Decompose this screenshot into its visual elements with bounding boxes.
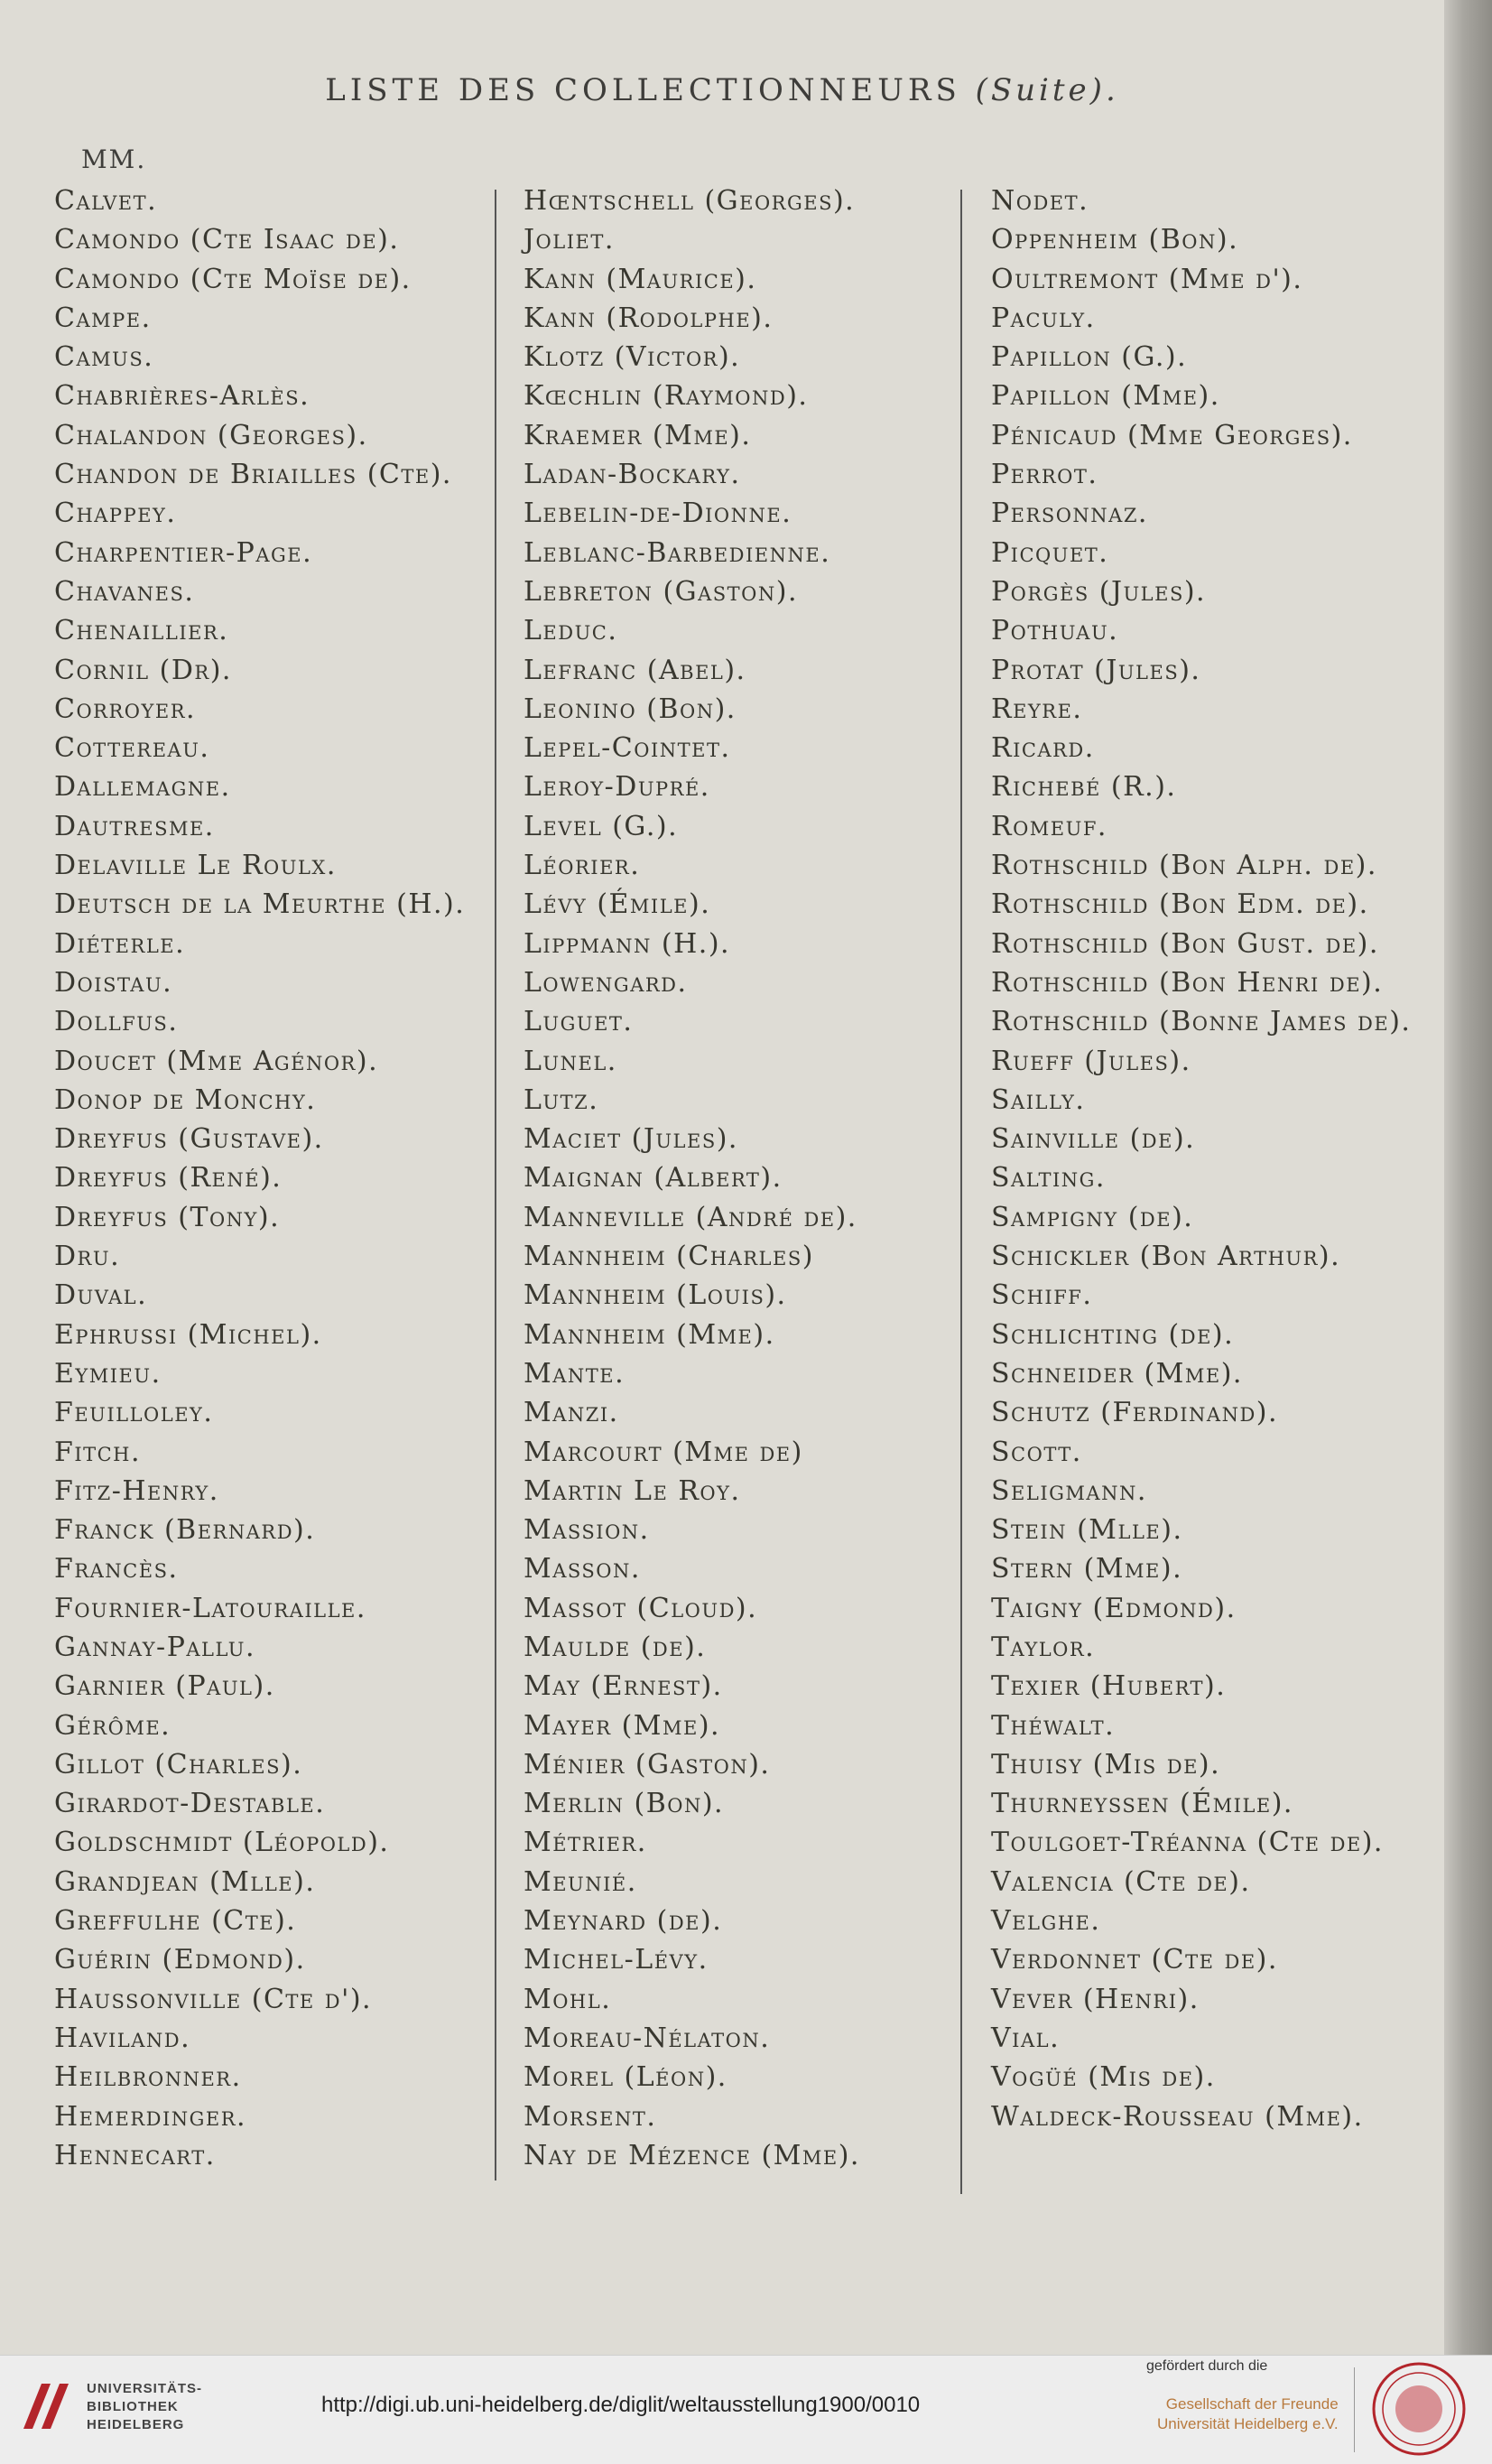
collector-entry: Rueff (Jules). bbox=[991, 1045, 1191, 1077]
collector-entry: Protat (Jules). bbox=[991, 654, 1201, 686]
collector-entry: Kann (Maurice). bbox=[524, 263, 757, 295]
collector-entry: Waldeck-Rousseau (Mme). bbox=[991, 2100, 1364, 2133]
collector-entry: Schutz (Ferdinand). bbox=[991, 1397, 1279, 1429]
collector-entry: Cornil (Dr). bbox=[54, 654, 232, 686]
collector-entry: Level (G.). bbox=[524, 810, 679, 842]
collector-entry: Diéterle. bbox=[54, 927, 186, 960]
collector-entry: Mannheim (Louis). bbox=[524, 1279, 787, 1312]
university-seal-icon bbox=[1370, 2360, 1468, 2458]
collector-entry: Chandon de Briailles (Cte). bbox=[54, 459, 452, 491]
column-3 bbox=[991, 181, 1411, 2136]
collector-entry: Dautresme. bbox=[54, 810, 215, 842]
source-url-link[interactable]: http://digi.ub.uni-heidelberg.de/diglit/weltausstellung1900/0010 bbox=[321, 2393, 921, 2417]
collector-entry: Schickler (Bon Arthur). bbox=[991, 1241, 1341, 1273]
title-text: LISTE DES COLLECTIONNEURS bbox=[325, 72, 961, 108]
collector-entry: Vogüé (Mis de). bbox=[991, 2061, 1216, 2094]
collector-entry: Leroy-Dupré. bbox=[524, 771, 710, 804]
collector-entry: Chappey. bbox=[54, 497, 177, 530]
collector-entry: Haviland. bbox=[54, 2022, 191, 2054]
collector-entry: Stein (Mlle). bbox=[991, 1514, 1183, 1547]
collector-entry: Lévy (Émile). bbox=[524, 888, 711, 921]
collector-entry: Girardot-Destable. bbox=[54, 1788, 326, 1820]
collector-entry: Oppenheim (Bon). bbox=[991, 224, 1239, 256]
collector-entry: Doucet (Mme Agénor). bbox=[54, 1045, 379, 1077]
collector-entry: Seligmann. bbox=[991, 1474, 1147, 1507]
page-edge bbox=[1444, 0, 1492, 2355]
collector-entry: Texier (Hubert). bbox=[991, 1670, 1227, 1703]
collector-entry: Lutz. bbox=[524, 1083, 599, 1116]
collector-entry: Nay de Mézence (Mme). bbox=[524, 2139, 860, 2171]
footer-divider bbox=[1354, 2367, 1355, 2452]
collector-entry: Fitch. bbox=[54, 1436, 142, 1468]
collector-entry: Leduc. bbox=[524, 615, 618, 647]
collector-entry: Vever (Henri). bbox=[991, 1983, 1200, 2015]
collector-entry: Schneider (Mme). bbox=[991, 1357, 1243, 1390]
collector-entry: Dreyfus (Tony). bbox=[54, 1201, 281, 1233]
collector-entry: Rothschild (Bon Henri de). bbox=[991, 966, 1384, 999]
collector-entry: Sailly. bbox=[991, 1083, 1086, 1116]
collector-entry: Perrot. bbox=[991, 459, 1098, 491]
collector-entry: Thurneyssen (Émile). bbox=[991, 1788, 1293, 1820]
collector-entry: Mayer (Mme). bbox=[524, 1709, 721, 1742]
collector-entry: Maulde (de). bbox=[524, 1631, 707, 1663]
collector-entry: Maignan (Albert). bbox=[524, 1162, 783, 1195]
collector-entry: Feuilloley. bbox=[54, 1397, 214, 1429]
library-line-2: BIBLIOTHEK bbox=[87, 2399, 179, 2414]
collector-entry: Martin Le Roy. bbox=[524, 1474, 741, 1507]
university-library-logo-icon bbox=[14, 2375, 78, 2438]
society-line-2: Universität Heidelberg e.V. bbox=[1157, 2415, 1339, 2432]
collector-entry: Vial. bbox=[991, 2022, 1061, 2054]
collector-entry: Camondo (Cte Moïse de). bbox=[54, 263, 412, 295]
collector-entry: Schlichting (de). bbox=[991, 1318, 1235, 1351]
collector-entry: Marcourt (Mme de) bbox=[524, 1436, 803, 1468]
collector-entry: Leonino (Bon). bbox=[524, 693, 737, 725]
collector-entry: Merlin (Bon). bbox=[524, 1788, 725, 1820]
collector-entry: Mohl. bbox=[524, 1983, 612, 2015]
collector-entry: Dallemagne. bbox=[54, 771, 231, 804]
collector-entry: Picquet. bbox=[991, 536, 1109, 569]
collector-entry: Lefranc (Abel). bbox=[524, 654, 746, 686]
collector-entry: Hemerdinger. bbox=[54, 2100, 247, 2133]
collector-entry: Kann (Rodolphe). bbox=[524, 302, 774, 334]
collector-entry: Mante. bbox=[524, 1357, 626, 1390]
collector-entry: Massot (Cloud). bbox=[524, 1592, 758, 1624]
collector-entry: Chavanes. bbox=[54, 575, 195, 608]
collector-entry: Papillon (Mme). bbox=[991, 380, 1220, 413]
collector-entry: Moreau-Nélaton. bbox=[524, 2022, 771, 2054]
collector-entry: Michel-Lévy. bbox=[524, 1944, 709, 1976]
mm-label: MM. bbox=[81, 144, 147, 174]
library-line-3: HEIDELBERG bbox=[87, 2417, 185, 2432]
collector-entry: Mannheim (Mme). bbox=[524, 1318, 775, 1351]
collector-entry: Taylor. bbox=[991, 1631, 1096, 1663]
collector-entry: Calvet. bbox=[54, 185, 158, 217]
collector-entry: Greffulhe (Cte). bbox=[54, 1905, 297, 1938]
collector-entry: Haussonville (Cte d'). bbox=[54, 1983, 373, 2015]
title-suite: (Suite). bbox=[975, 72, 1119, 108]
collector-entry: Lebelin-de-Dionne. bbox=[524, 497, 792, 530]
collector-entry: Dollfus. bbox=[54, 1006, 179, 1038]
collector-entry: Morsent. bbox=[524, 2100, 657, 2133]
collector-entry: Meunié. bbox=[524, 1865, 637, 1898]
society-line-1: Gesellschaft der Freunde bbox=[1165, 2395, 1339, 2413]
collector-entry: Meynard (de). bbox=[524, 1905, 723, 1938]
collector-entry: Donop de Monchy. bbox=[54, 1083, 317, 1116]
collector-entry: Maciet (Jules). bbox=[524, 1123, 738, 1156]
collector-entry: Duval. bbox=[54, 1279, 148, 1312]
collector-entry: Dreyfus (Gustave). bbox=[54, 1123, 324, 1156]
collector-entry: Guérin (Edmond). bbox=[54, 1944, 306, 1976]
collector-entry: Chabrières-Arlès. bbox=[54, 380, 310, 413]
collector-entry: Rothschild (Bonne James de). bbox=[991, 1006, 1412, 1038]
collector-entry: Rothschild (Bon Edm. de). bbox=[991, 888, 1369, 921]
collector-entry: Rothschild (Bon Alph. de). bbox=[991, 850, 1377, 882]
collector-entry: Papillon (G.). bbox=[991, 341, 1188, 374]
collector-entry: Stern (Mme). bbox=[991, 1553, 1183, 1585]
library-line-1: UNIVERSITÄTS- bbox=[87, 2381, 203, 2396]
collector-entry: Kraemer (Mme). bbox=[524, 419, 752, 451]
collector-entry: Taigny (Edmond). bbox=[991, 1592, 1237, 1624]
collector-entry: May (Ernest). bbox=[524, 1670, 723, 1703]
collector-entry: Valencia (Cte de). bbox=[991, 1865, 1251, 1898]
library-name bbox=[87, 2380, 202, 2434]
column-2 bbox=[524, 181, 860, 2175]
collector-entry: Dreyfus (René). bbox=[54, 1162, 283, 1195]
collector-entry: Camus. bbox=[54, 341, 154, 374]
collector-entry: Pénicaud (Mme Georges). bbox=[991, 419, 1353, 451]
collector-entry: Fournier-Latouraille. bbox=[54, 1592, 366, 1624]
collector-entry: Léorier. bbox=[524, 850, 641, 882]
collector-entry: Lunel. bbox=[524, 1045, 617, 1077]
collector-entry: Deutsch de la Meurthe (H.). bbox=[54, 888, 466, 921]
collector-entry: Salting. bbox=[991, 1162, 1106, 1195]
collector-entry: Charpentier-Page. bbox=[54, 536, 313, 569]
collector-entry: Reyre. bbox=[991, 693, 1083, 725]
collector-entry: Paculy. bbox=[991, 302, 1096, 334]
collector-entry: Lowengard. bbox=[524, 966, 688, 999]
support-label: gefördert durch die bbox=[1146, 2358, 1268, 2374]
collector-entry: Gérôme. bbox=[54, 1709, 171, 1742]
collector-entry: Schiff. bbox=[991, 1279, 1093, 1312]
collector-entry: Dru. bbox=[54, 1241, 121, 1273]
collector-entry: Heilbronner. bbox=[54, 2061, 242, 2094]
collector-entry: Klotz (Victor). bbox=[524, 341, 741, 374]
collector-entry: Manneville (André de). bbox=[524, 1201, 857, 1233]
collector-entry: Théwalt. bbox=[991, 1709, 1116, 1742]
collector-entry: Ephrussi (Michel). bbox=[54, 1318, 322, 1351]
collector-entry: Grandjean (Mlle). bbox=[54, 1865, 316, 1898]
collector-entry: Francès. bbox=[54, 1553, 179, 1585]
collector-entry: Personnaz. bbox=[991, 497, 1148, 530]
collector-entry: Manzi. bbox=[524, 1397, 619, 1429]
column-divider-1 bbox=[495, 190, 496, 2180]
collector-entry: Chalandon (Georges). bbox=[54, 419, 368, 451]
collector-entry: Massion. bbox=[524, 1514, 650, 1547]
collector-entry: Morel (Léon). bbox=[524, 2061, 727, 2094]
collector-entry: Toulgoet-Tréanna (Cte de). bbox=[991, 1827, 1384, 1859]
society-name bbox=[1157, 2394, 1339, 2434]
collector-entry: Leblanc-Barbedienne. bbox=[524, 536, 831, 569]
collector-entry: Campe. bbox=[54, 302, 152, 334]
collector-entry: Hennecart. bbox=[54, 2139, 216, 2171]
collector-entry: Thuisy (Mis de). bbox=[991, 1748, 1221, 1781]
page-title bbox=[0, 72, 1444, 108]
collector-entry: Fitz-Henry. bbox=[54, 1474, 219, 1507]
collector-entry: Nodet. bbox=[991, 185, 1089, 217]
collector-entry: Sainville (de). bbox=[991, 1123, 1196, 1156]
collector-entry: Franck (Bernard). bbox=[54, 1514, 316, 1547]
collector-entry: Gillot (Charles). bbox=[54, 1748, 303, 1781]
collector-entry: Ménier (Gaston). bbox=[524, 1748, 771, 1781]
collector-entry: Kœchlin (Raymond). bbox=[524, 380, 809, 413]
collector-entry: Doistau. bbox=[54, 966, 173, 999]
collector-entry: Gannay-Pallu. bbox=[54, 1631, 256, 1663]
collector-entry: Joliet. bbox=[524, 224, 615, 256]
collector-entry: Romeuf. bbox=[991, 810, 1107, 842]
collector-entry: Hœntschell (Georges). bbox=[524, 185, 856, 217]
collector-entry: Eymieu. bbox=[54, 1357, 162, 1390]
collector-entry: Mannheim (Charles) bbox=[524, 1241, 814, 1273]
column-divider-2 bbox=[960, 190, 962, 2194]
collector-entry: Cottereau. bbox=[54, 732, 210, 765]
collector-entry: Sampigny (de). bbox=[991, 1201, 1194, 1233]
collector-entry: Ricard. bbox=[991, 732, 1095, 765]
column-1 bbox=[54, 181, 465, 2175]
collector-entry: Scott. bbox=[991, 1436, 1082, 1468]
collector-entry: Delaville Le Roulx. bbox=[54, 850, 337, 882]
collector-entry: Porgès (Jules). bbox=[991, 575, 1207, 608]
collector-entry: Métrier. bbox=[524, 1827, 647, 1859]
collector-entry: Rothschild (Bon Gust. de). bbox=[991, 927, 1379, 960]
collector-entry: Lepel-Cointet. bbox=[524, 732, 731, 765]
collector-entry: Corroyer. bbox=[54, 693, 197, 725]
collector-entry: Goldschmidt (Léopold). bbox=[54, 1827, 390, 1859]
collector-entry: Garnier (Paul). bbox=[54, 1670, 275, 1703]
collector-entry: Pothuau. bbox=[991, 615, 1119, 647]
collector-entry: Lippmann (H.). bbox=[524, 927, 731, 960]
collector-entry: Masson. bbox=[524, 1553, 641, 1585]
collector-entry: Chenaillier. bbox=[54, 615, 229, 647]
collector-entry: Verdonnet (Cte de). bbox=[991, 1944, 1278, 1976]
collector-entry: Richebé (R.). bbox=[991, 771, 1177, 804]
collector-entry: Luguet. bbox=[524, 1006, 634, 1038]
collector-entry: Ladan-Bockary. bbox=[524, 459, 741, 491]
collector-entry: Camondo (Cte Isaac de). bbox=[54, 224, 400, 256]
collector-entry: Velghe. bbox=[991, 1905, 1101, 1938]
collector-entry: Lebreton (Gaston). bbox=[524, 575, 799, 608]
collector-entry: Oultremont (Mme d'). bbox=[991, 263, 1303, 295]
